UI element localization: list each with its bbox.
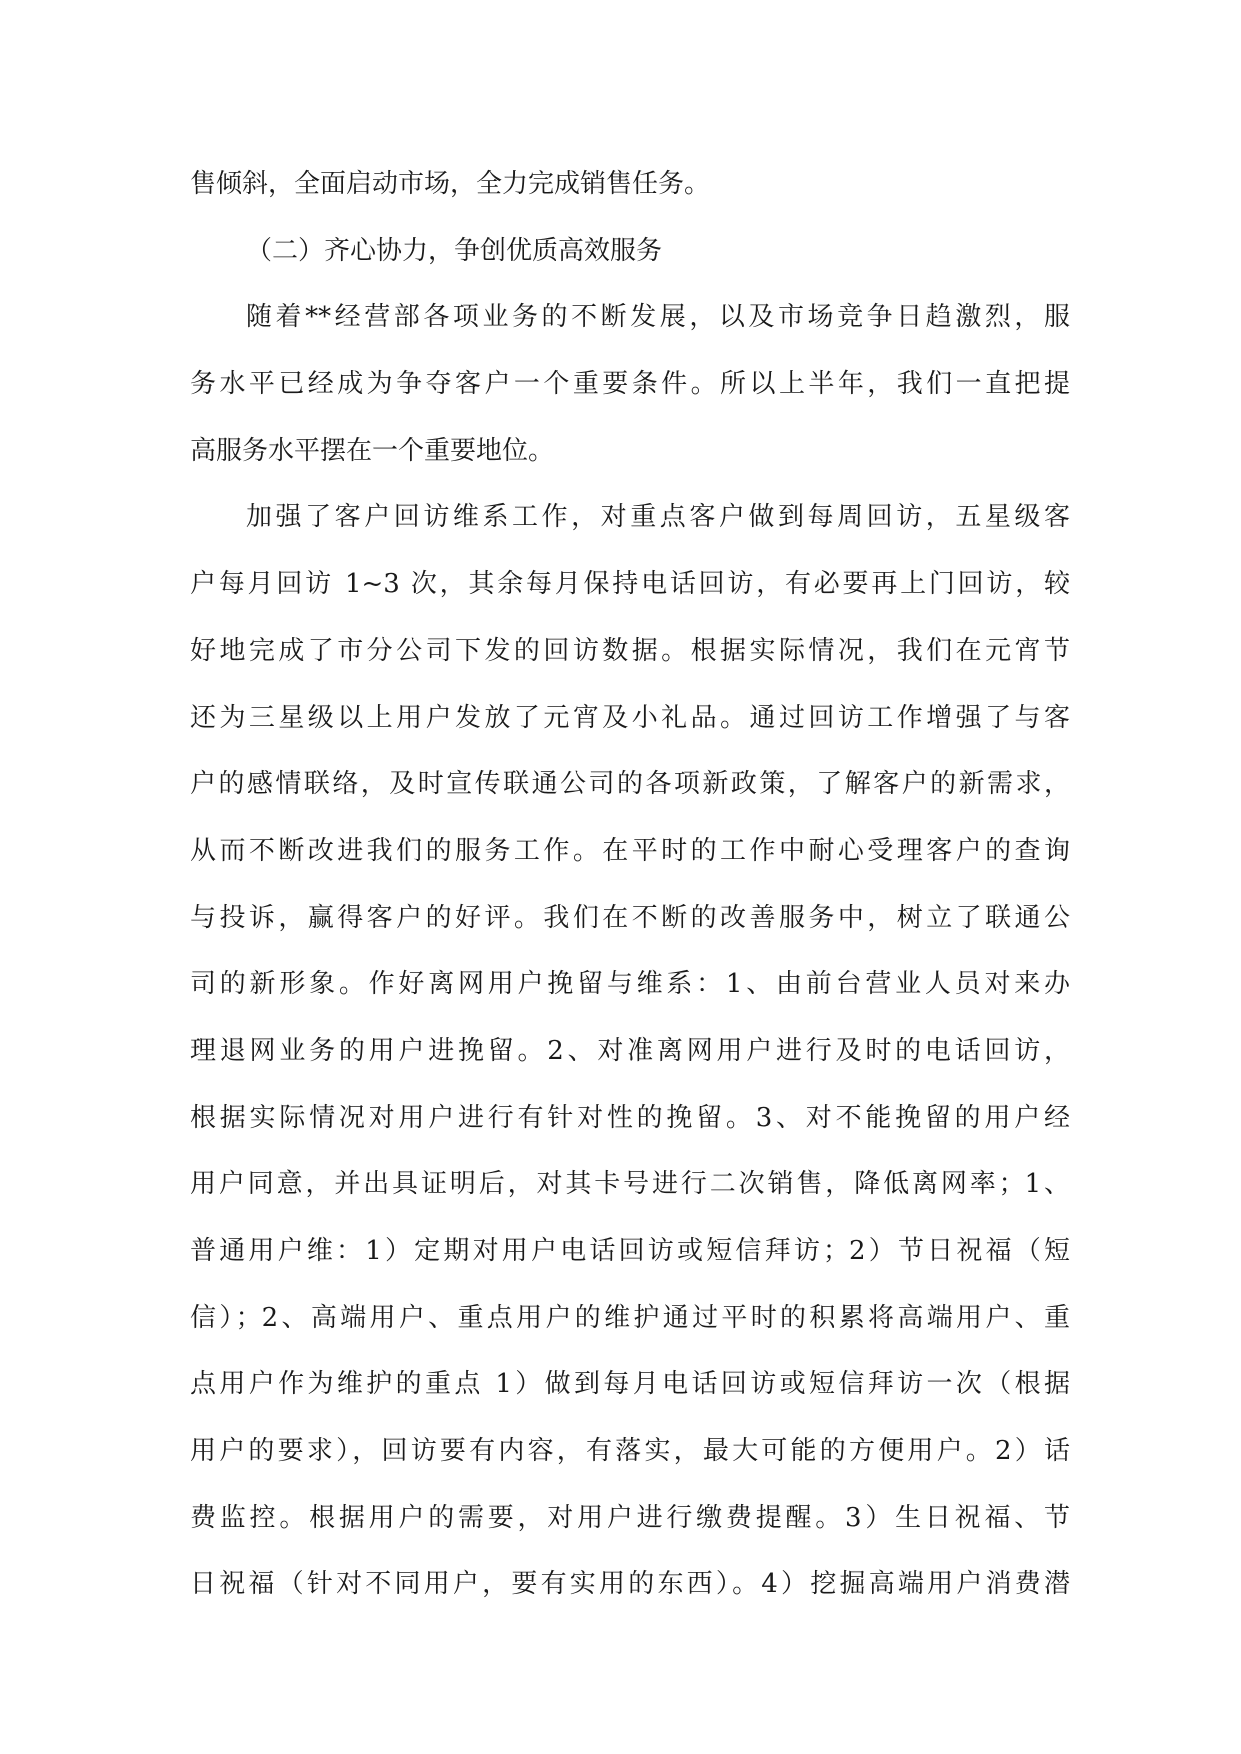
paragraph-line: 用户的要求），回访要有内容，有落实，最大可能的方便用户。2）话 <box>190 1436 1070 1467</box>
paragraph-line: 好地完成了市分公司下发的回访数据。根据实际情况，我们在元宵节 <box>190 635 1070 666</box>
paragraph-line: 加强了客户回访维系工作，对重点客户做到每周回访，五星级客 <box>246 502 1070 533</box>
section-heading: （二）齐心协力，争创优质高效服务 <box>246 235 663 266</box>
paragraph-line: 售倾斜，全面启动市场，全力完成销售任务。 <box>190 169 711 199</box>
paragraph-line: 户的感情联络，及时宣传联通公司的各项新政策，了解客户的新需求， <box>190 769 1070 800</box>
paragraph-line: 务水平已经成为争夺客户一个重要条件。所以上半年，我们一直把提 <box>190 369 1070 400</box>
paragraph-line: 司的新形象。作好离网用户挽留与维系：1、由前台营业人员对来办 <box>190 969 1070 1000</box>
paragraph-line: 普通用户维：1）定期对用户电话回访或短信拜访；2）节日祝福（短 <box>190 1236 1070 1266</box>
paragraph-line: 用户同意，并出具证明后，对其卡号进行二次销售，降低离网率；1、 <box>190 1169 1070 1200</box>
body-text <box>190 151 1070 1618</box>
paragraph-line: 从而不断改进我们的服务工作。在平时的工作中耐心受理客户的查询 <box>190 835 1070 866</box>
paragraph-line: 点用户作为维护的重点 1）做到每月电话回访或短信拜访一次（根据 <box>190 1369 1070 1400</box>
paragraph-line: 根据实际情况对用户进行有针对性的挽留。3、对不能挽留的用户经 <box>190 1102 1070 1133</box>
paragraph-line: 随着**经营部各项业务的不断发展，以及市场竞争日趋激烈，服 <box>246 302 1070 333</box>
paragraph-line: 信）；2、高端用户、重点用户的维护通过平时的积累将高端用户、重 <box>190 1302 1070 1333</box>
paragraph-line: 日祝福（针对不同用户，要有实用的东西）。4）挖掘高端用户消费潜 <box>190 1569 1070 1600</box>
paragraph-line: 费监控。根据用户的需要，对用户进行缴费提醒。3）生日祝福、节 <box>190 1502 1070 1533</box>
paragraph-line: 理退网业务的用户进挽留。2、对准离网用户进行及时的电话回访， <box>190 1035 1070 1066</box>
paragraph-line: 还为三星级以上用户发放了元宵及小礼品。通过回访工作增强了与客 <box>190 702 1070 733</box>
paragraph-line: 高服务水平摆在一个重要地位。 <box>190 435 555 466</box>
paragraph-line: 与投诉，赢得客户的好评。我们在不断的改善服务中，树立了联通公 <box>190 902 1070 933</box>
paragraph-line: 户每月回访 1~3 次，其余每月保持电话回访，有必要再上门回访，较 <box>190 569 1070 600</box>
